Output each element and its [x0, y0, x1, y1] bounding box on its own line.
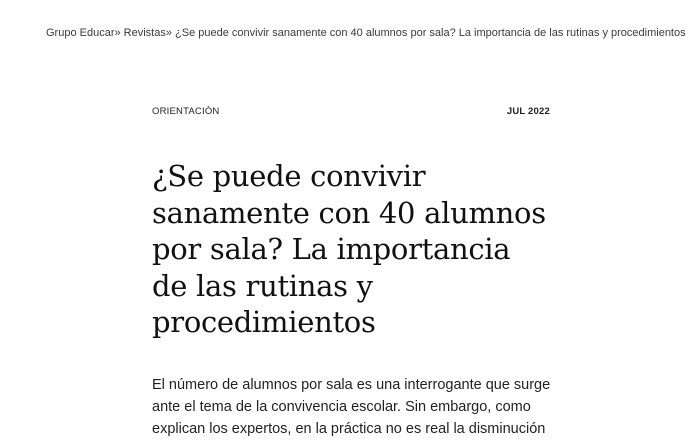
- breadcrumb-current: ¿Se puede convivir sanamente con 40 alumnos por sala? La importancia de las rutinas y procedimientos: [175, 27, 686, 39]
- article-date: JUL 2022: [506, 106, 550, 117]
- breadcrumb-link-grupo-educar[interactable]: Grupo Educar: [46, 27, 115, 39]
- article-lead: El número de alumnos por sala es una interrogante que surge ante el tema de la convivencia escolar. Sin embargo, como explican los expertos, en la práctica no es real la disminución: [152, 377, 551, 437]
- breadcrumb-separator: »: [114, 27, 121, 39]
- article-category[interactable]: ORIENTACIÓN: [152, 106, 220, 117]
- breadcrumb-separator: »: [165, 27, 172, 39]
- breadcrumb: [46, 25, 686, 41]
- article-meta: [152, 106, 550, 117]
- article-title: ¿Se puede convivir sanamente con 40 alumnos por sala? La importancia de las rutinas y procedimientos: [152, 159, 546, 339]
- breadcrumb-link-revistas[interactable]: Revistas: [123, 27, 166, 39]
